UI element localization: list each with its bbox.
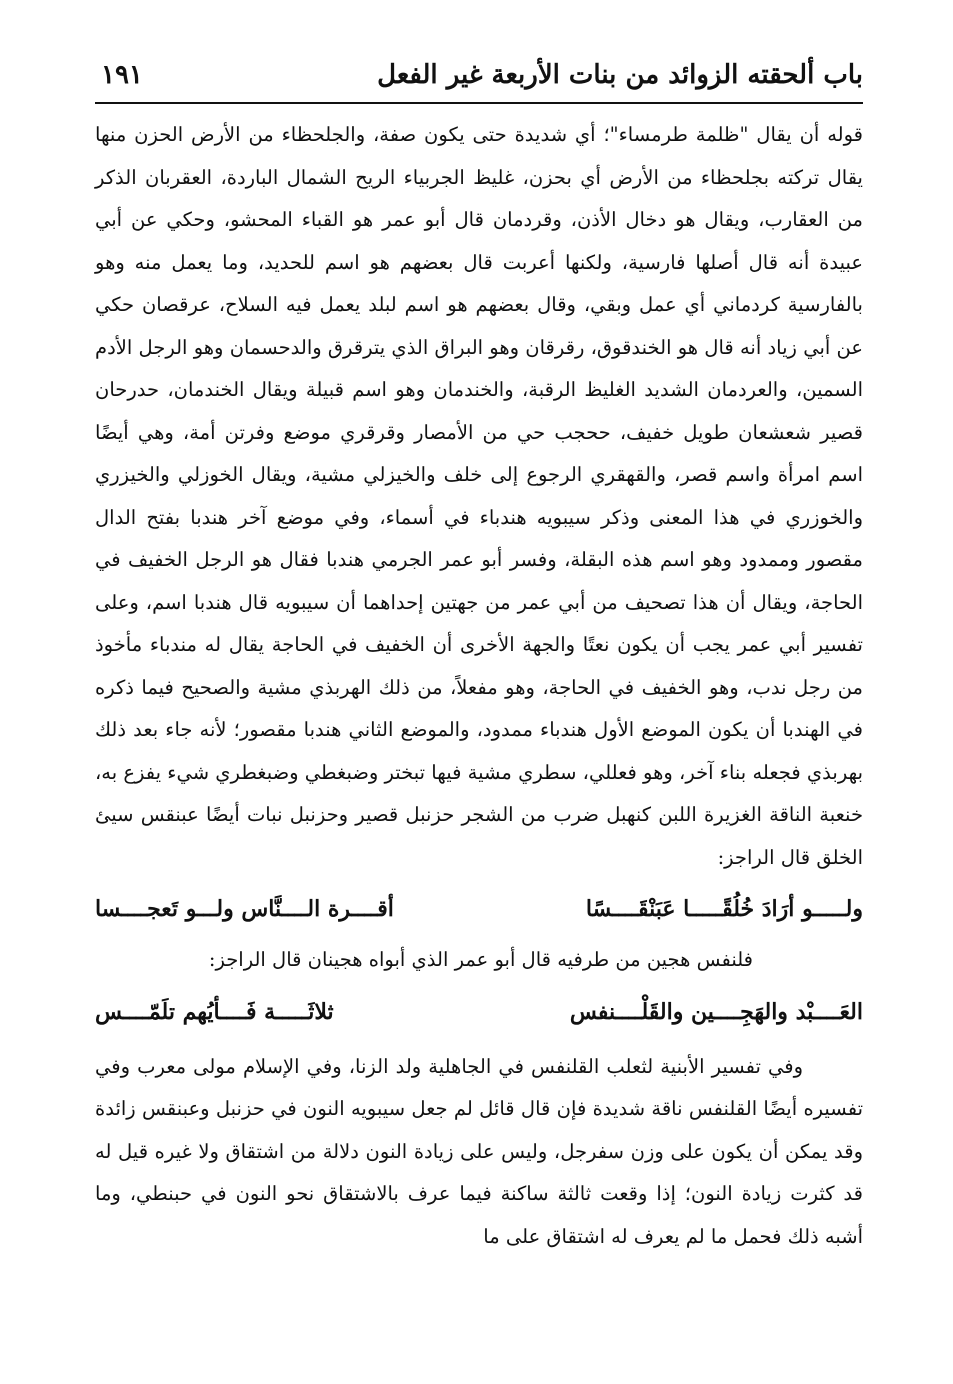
verse-1-second-hemistich: أقــــرة الــــنَّاس ولـــو تَعجــــسا <box>95 896 394 922</box>
main-text <box>95 104 863 1258</box>
page-header <box>95 52 863 104</box>
verse-1 <box>95 883 863 935</box>
verse-2 <box>95 986 863 1038</box>
running-title: باب ألحقته الزوائد من بنات الأربعة غير الفعل <box>377 60 863 90</box>
verse-1-first-hemistich: ولـــــو أرَادَ خُلُقًـــــا عَبَنْقَــــسًا <box>585 896 863 922</box>
verse-2-second-hemistich: ثلاثَـــــة فَــــأيُهم تلَمّــــس <box>95 998 334 1025</box>
paragraph-2: فلنفس هجين من طرفيه قال أبو عمر الذي أبواه هجينان قال الراجز: <box>208 948 753 971</box>
paragraph-3: وفي تفسير الأبنية لثعلب القلنفس في الجاهلية ولد الزنا، وفي الإسلام مولى معرب وفي تفسيره أيضًا القلنفس ناقة شديدة فإن قال قائل لم جعل سيبويه النون في حزنبل وعبنقس زائدة وقد يمكن أن يكون على وزن سفرجل، وليس على زيادة النون دلالة من اشتقاق ولا غيره قيل له قد كثرت زيادة النون؛ إذا وقعت ثالثة ساكنة فيما عرف بالاشتقاق نحو النون في حبنطي، وما أشبه ذلك فحمل ما لم يعرف له اشتقاق على ما <box>95 1054 863 1248</box>
book-page <box>95 52 863 1352</box>
verse-2-first-hemistich: العَــــبْد والهَجِــــين والقَلْــــنفس <box>569 998 863 1025</box>
paragraph-1: قوله أن يقال "ظلمة طرمساء"؛ أي شديدة حتى يكون صفة، والجلحظاء من الأرض الحزن منها يقال تركته بجلحظاء من الأرض أي بحزن، غليظ الجربياء الريح الشمال الباردة، العقربان الذكر من العقارب، ويقال هو دخال الأذن، وقردمان قال أبو عمر هو القباء المحشو، وحكي عن أبي عبيدة أنه قال أصلها فارسية، ولكنها أعربت قال بعضهم هو اسم للحديد، وما يعمل منه وهو بالفارسية كردماني أي عمل وبقي، وقال بعضهم هو اسم لبلد يعمل فيه السلاح، عرقصان حكي عن أبي زياد أنه قال هو الخندقوق، رقرقان وهو البراق الذي يترقرق والدحسمان وهو الرجل الأدم السمين، والعردمان الشديد الغليظ الرقبة، والخندمان وهو اسم قبيلة ويقال الخندمان، حدرحان قصير شعشعان طويل خفيف، ححجب حي من الأمصار وقرقري موضع وفرتن أمة، وهي أيضًا اسم امرأة واسم قصر، والقهقري الرجوع إلى خلف والخيزلي مشية، ويقال الخوزلي والخيزري والخوزري في هذا المعنى وذكر سيبويه هندباء في أسماء، وفي موضع آخر هندبا بفتح الدال مقصور وممدود وهو اسم هذه البقلة، وفسر أبو عمر الجرمي هندبا فقال هو الرجل الخفيف في الحاجة، ويقال أن هذا تصحيف من أبي عمر من جهتين إحداهما أن سيبويه قال هندبا اسم، وعلى تفسير أبي عمر يجب أن يكون نعتًا والجهة الأخرى أن الخفيف في الحاجة يقال له مندباء مأخوذ من رجل ندب، وهو الخفيف في الحاجة، وهو مفعلاً، من ذلك الهربذي مشية والصحيح فيما ذكره في الهندبا أن يكون الموضع الأول هندباء ممدود، والموضع الثاني هندبا مقصور؛ لأنه جاء بعد ذلك بهربذي فجعله بناء آخر، وهو فعللي، سطري مشية فيها تبختر وضبغطي وضبغطري شيء يفزع به، خنعبة الناقة الغزيرة اللبن كنهبل ضرب من الشجر حزنبل قصير وحزنبل نبات أيضًا عبنقس سيئ الخلق قال الراجز: <box>95 123 863 869</box>
page-number: ١٩١ <box>101 60 143 90</box>
